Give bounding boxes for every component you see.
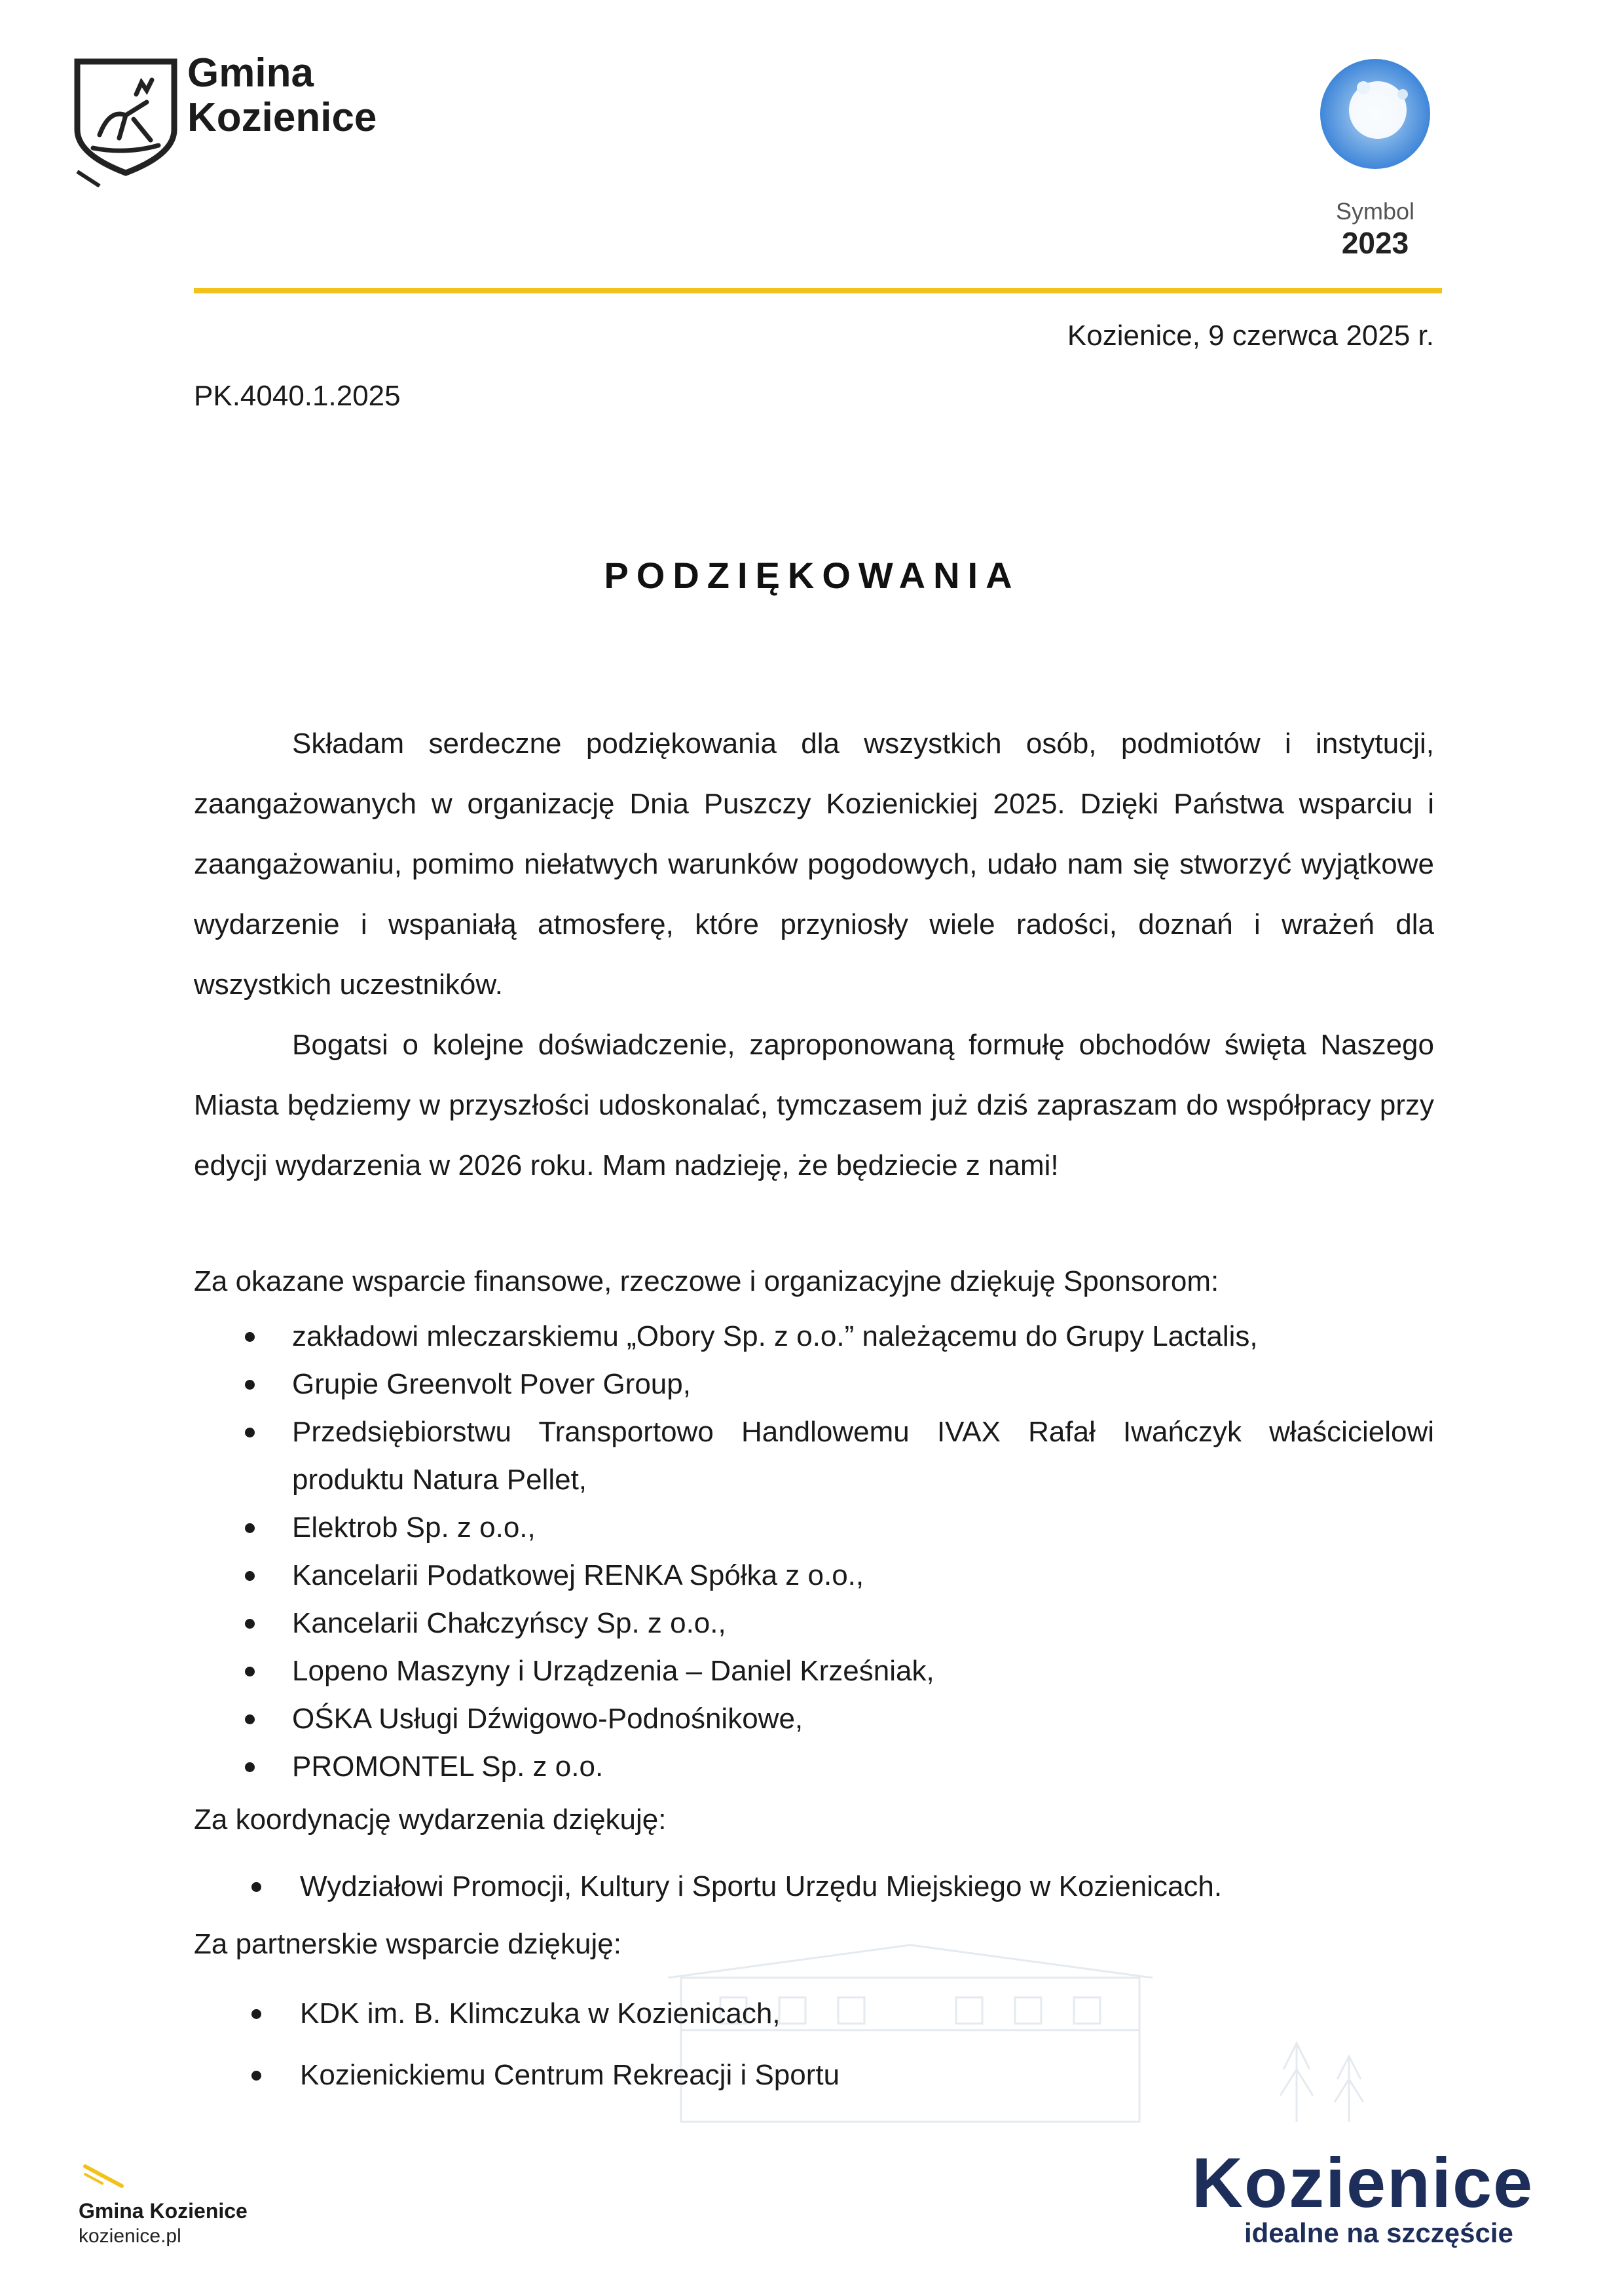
footer-logo-mark bbox=[83, 2164, 128, 2190]
building-watermark bbox=[563, 1938, 1414, 2135]
symbol-year: 2023 bbox=[1341, 226, 1409, 260]
list-item: Przedsiębiorstwu Transportowo Handlowemu IVAX Rafał Iwańczyk właścicielowi produktu Natura Pellet, bbox=[292, 1408, 1434, 1504]
list-item: Lopeno Maszyny i Urządzenia – Daniel Krześniak, bbox=[292, 1647, 1434, 1695]
place-date: Kozienice, 9 czerwca 2025 r. bbox=[1067, 320, 1434, 352]
gmina-crest-logo bbox=[73, 56, 178, 187]
sponsors-list bbox=[292, 1312, 1434, 1790]
list-item: Kancelarii Podatkowej RENKA Spółka z o.o., bbox=[292, 1551, 1434, 1599]
municipality-name-line1: Gmina bbox=[187, 50, 314, 96]
footer-website: kozienice.pl bbox=[79, 2225, 181, 2247]
list-item: PROMONTEL Sp. z o.o. bbox=[292, 1743, 1434, 1790]
list-item: KDK im. B. Klimczuka w Kozienicach, bbox=[300, 1983, 1434, 2045]
case-number: PK.4040.1.2025 bbox=[194, 380, 401, 412]
coordination-heading: Za koordynację wydarzenia dziękuję: bbox=[194, 1804, 667, 1836]
letter-title: PODZIĘKOWANIA bbox=[604, 555, 1020, 596]
footer-municipality-name: Gmina Kozienice bbox=[79, 2199, 248, 2223]
coordination-list bbox=[300, 1856, 1434, 1917]
list-item: zakładowi mleczarskiemu „Obory Sp. z o.o.” należącemu do Grupy Lactalis, bbox=[292, 1312, 1434, 1360]
symbol-2023-emblem bbox=[1316, 55, 1434, 173]
sponsors-heading: Za okazane wsparcie finansowe, rzeczowe i organizacyjne dziękuję Sponsorom: bbox=[194, 1265, 1219, 1297]
municipality-name bbox=[187, 51, 377, 140]
list-item: Grupie Greenvolt Pover Group, bbox=[292, 1360, 1434, 1408]
partners-heading: Za partnerskie wsparcie dziękuję: bbox=[194, 1928, 621, 1960]
municipality-name-line2: Kozienice bbox=[187, 95, 377, 140]
body-paragraph-2: Bogatsi o kolejne doświadczenie, zaproponowaną formułę obchodów święta Naszego Miasta będziemy w przyszłości udoskonalać, tymczasem już dziś zapraszam do współpracy przy edycji wydarzenia w 2026 roku. Mam nadzieję, że będziecie z nami! bbox=[194, 1029, 1434, 1181]
list-item: OŚKA Usługi Dźwigowo-Podnośnikowe, bbox=[292, 1695, 1434, 1743]
brand-tagline: idealne na szczęście bbox=[1244, 2217, 1513, 2248]
list-item: Kancelarii Chałczyńscy Sp. z o.o., bbox=[292, 1599, 1434, 1647]
list-item: Elektrob Sp. z o.o., bbox=[292, 1504, 1434, 1551]
list-item: Wydziałowi Promocji, Kultury i Sportu Urzędu Miejskiego w Kozienicach. bbox=[300, 1856, 1434, 1917]
header-divider bbox=[194, 288, 1442, 293]
symbol-label: Symbol bbox=[1335, 198, 1415, 225]
list-item: Kozienickiemu Centrum Rekreacji i Sportu bbox=[300, 2045, 1434, 2106]
body-paragraph-1: Składam serdeczne podziękowania dla wszystkich osób, podmiotów i instytucji, zaangażowanych w organizację Dnia Puszczy Kozienickiej 2025. Dzięki Państwa wsparciu i zaangażowaniu, pomimo niełatwych warunków pogodowych, udało nam się stworzyć wyjątkowe wydarzenie i wspaniałą atmosferę, które przyniosły wiele radości, doznań i wrażeń dla wszystkich uczestników. bbox=[194, 728, 1434, 1001]
brand-logo-text: Kozienice bbox=[1192, 2143, 1534, 2222]
